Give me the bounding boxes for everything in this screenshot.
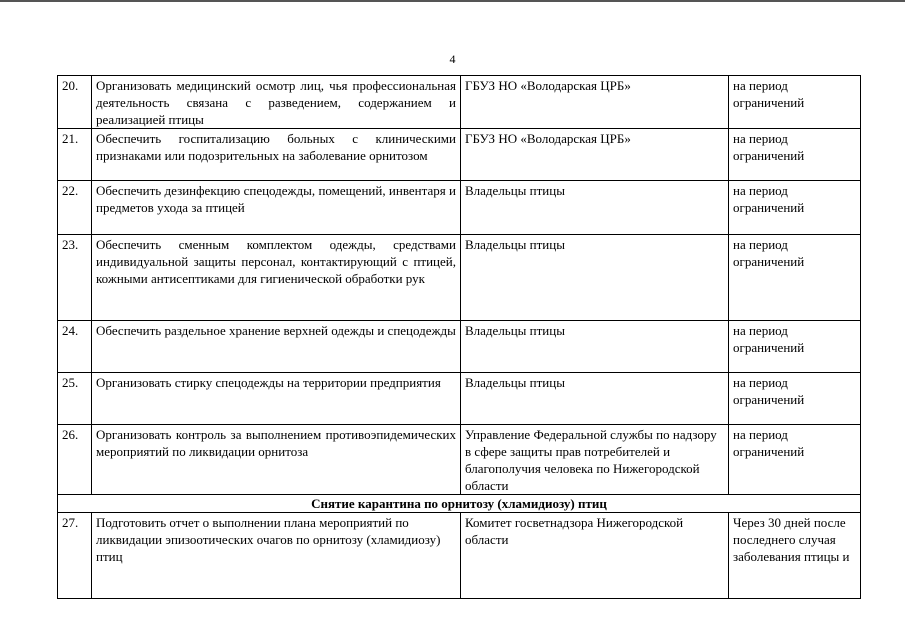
table-row [58,181,861,235]
section-title: Снятие карантина по орнитозу (хламидиозу) птиц [58,495,861,513]
table-row [58,76,861,129]
term-cell: на период ограничений [729,321,861,373]
task-cell: Обеспечить госпитализацию больных с клиническими признаками или подозрительных на заболевание орнитозом [92,129,461,181]
responsible-cell: Владельцы птицы [461,235,729,321]
responsible-cell: Комитет госветнадзора Нижегородской области [461,513,729,599]
term-cell: на период ограничений [729,235,861,321]
row-number: 21. [58,129,92,181]
responsible-cell: ГБУЗ НО «Володарская ЦРБ» [461,76,729,129]
responsible-cell: Владельцы птицы [461,181,729,235]
row-number: 25. [58,373,92,425]
task-cell: Организовать контроль за выполнением противоэпидемических мероприятий по ликвидации орнитоза [92,425,461,495]
row-number: 24. [58,321,92,373]
task-cell: Обеспечить дезинфекцию спецодежды, помещений, инвентаря и предметов ухода за птицей [92,181,461,235]
responsible-cell: Владельцы птицы [461,373,729,425]
task-cell: Подготовить отчет о выполнении плана мероприятий по ликвидации эпизоотических очагов по орнитозу (хламидиозу) птиц [92,513,461,599]
task-cell: Организовать медицинский осмотр лиц, чья профессиональная деятельность связана с разведением, содержанием и реализацией птицы [92,76,461,129]
term-cell: на период ограничений [729,76,861,129]
term-cell: на период ограничений [729,181,861,235]
table-row [58,373,861,425]
task-cell: Организовать стирку спецодежды на территории предприятия [92,373,461,425]
row-number: 27. [58,513,92,599]
term-cell: на период ограничений [729,373,861,425]
page-number: 4 [449,52,456,66]
responsible-cell: ГБУЗ НО «Володарская ЦРБ» [461,129,729,181]
row-number: 26. [58,425,92,495]
term-cell: на период ограничений [729,425,861,495]
table-row [58,425,861,495]
measures-table [57,75,861,599]
task-cell: Обеспечить сменным комплектом одежды, средствами индивидуальной защиты персонал, контактирующий с птицей, кожными антисептиками для гигиенической обработки рук [92,235,461,321]
row-number: 23. [58,235,92,321]
term-cell: Через 30 дней после последнего случая заболевания птицы и [729,513,861,599]
table-row [58,129,861,181]
table-row [58,235,861,321]
section-row [58,495,861,513]
term-cell: на период ограничений [729,129,861,181]
table-row [58,513,861,599]
row-number: 22. [58,181,92,235]
top-edge-rule [0,0,905,2]
responsible-cell: Владельцы птицы [461,321,729,373]
table-row [58,321,861,373]
row-number: 20. [58,76,92,129]
responsible-cell: Управление Федеральной службы по надзору в сфере защиты прав потребителей и благополучия человека по Нижегородской области [461,425,729,495]
task-cell: Обеспечить раздельное хранение верхней одежды и спецодежды [92,321,461,373]
